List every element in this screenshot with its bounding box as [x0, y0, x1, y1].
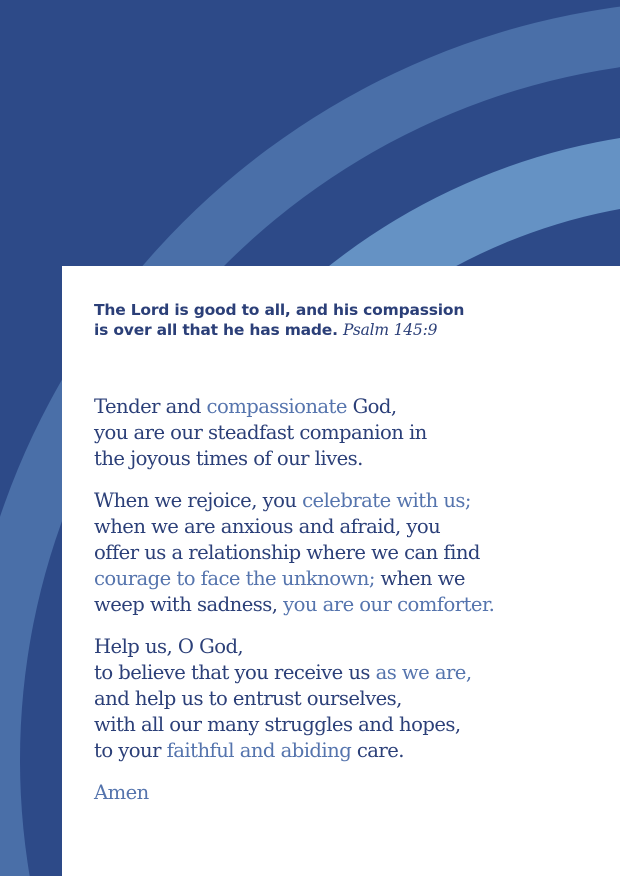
text-line: the joyous times of our lives.: [94, 447, 363, 470]
text-line: you are our steadfast companion in: [94, 421, 427, 444]
prayer-text: [94, 394, 614, 822]
text-line: with all our many struggles and hopes,: [94, 713, 461, 736]
scripture-verse: [94, 300, 594, 340]
verse-line-2: [94, 320, 594, 340]
verse-line-1: The Lord is good to all, and his compassion: [94, 301, 465, 319]
text-line: offer us a relationship where we can find: [94, 541, 480, 564]
text-span: care.: [351, 739, 404, 762]
stanza-1: [94, 394, 614, 472]
text-span: weep with sadness,: [94, 593, 284, 616]
highlight-span: as we are,: [375, 661, 472, 684]
text-line: when we are anxious and afraid, you: [94, 515, 441, 538]
prayer-card: [62, 266, 620, 876]
verse-reference: Psalm 145:9: [343, 321, 438, 339]
text-line: and help us to entrust ourselves,: [94, 687, 402, 710]
highlight-span: celebrate with us;: [302, 489, 471, 512]
text-line: Help us, O God,: [94, 635, 244, 658]
amen: Amen: [94, 781, 149, 804]
text-span: Tender and: [94, 395, 207, 418]
highlight-span: faithful and abiding: [166, 739, 352, 762]
highlight-span: compassionate: [206, 395, 347, 418]
text-span: to believe that you receive us: [94, 661, 376, 684]
text-span: to your: [94, 739, 167, 762]
stanza-2: [94, 488, 614, 618]
highlight-span: courage to face the unknown;: [94, 567, 375, 590]
text-span: God,: [346, 395, 397, 418]
text-span: when we: [374, 567, 465, 590]
stanza-3: [94, 634, 614, 764]
text-span: When we rejoice, you: [94, 489, 303, 512]
highlight-span: you are our comforter.: [283, 593, 495, 616]
verse-line-2-text: is over all that he has made.: [94, 321, 338, 339]
